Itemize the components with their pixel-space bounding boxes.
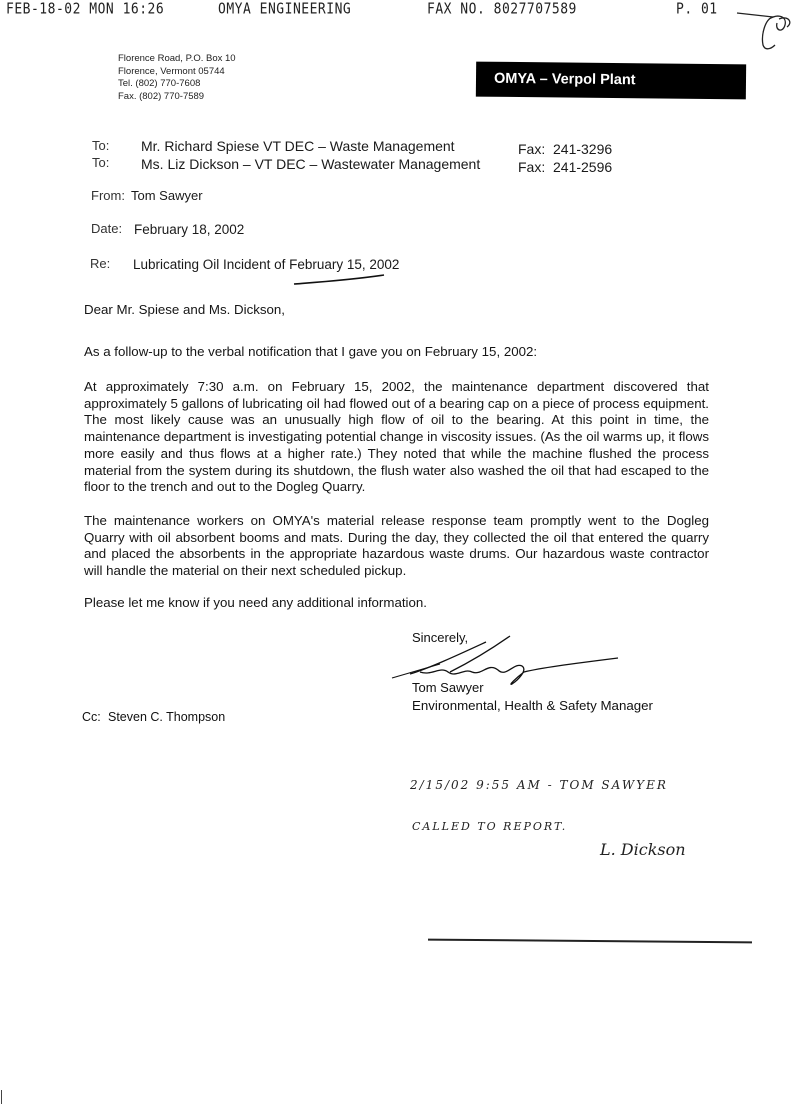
letterhead-address (118, 53, 236, 103)
handwritten-note-line: 2/15/02 9:55 AM - TOM SAWYER (410, 778, 668, 792)
intro-line: As a follow-up to the verbal notification that I gave you on February 15, 2002: (84, 344, 538, 359)
handwritten-underline-icon (290, 272, 390, 288)
paragraph-incident: At approximately 7:30 a.m. on February 15, 2002, the maintenance department discovered that approximately 5 gallons of lubricating oil had flowed out of a bearing cap on a piece of process equipment. The most likely cause was an unusually high flow of oil to the bearing. At this point in time, the maintenance department is investigating potential change in viscosity issues. (As the oil warms up, it flows more easily and thus flows at a higher rate.) They noted that while the machine flushed the process material from the system during its shutdown, the flush water also washed the oil that had escaped to the floor to the trench and out to the Dogleg Quarry. (84, 379, 709, 495)
divider-line (428, 939, 752, 944)
address-line: Florence, Vermont 05744 (118, 65, 225, 77)
closing-line: Please let me know if you need any additional information. (84, 595, 427, 610)
salutation: Dear Mr. Spiese and Ms. Dickson, (84, 302, 286, 317)
recipient-fax: 241-2596 (553, 159, 613, 175)
from-label: From: (91, 188, 125, 203)
plant-name: OMYA – Verpol Plant (493, 70, 636, 89)
to-label: To: (92, 155, 110, 170)
recipient-fax: 241-3296 (553, 141, 613, 157)
closing-salutation: Sincerely, (412, 630, 469, 645)
date-value: February 18, 2002 (134, 222, 245, 237)
recipient-name: Mr. Richard Spiese VT DEC – Waste Management (141, 138, 455, 154)
handwritten-initials: L. Dickson (600, 840, 686, 859)
signer-name: Tom Sawyer (412, 680, 484, 695)
plant-banner (476, 62, 746, 100)
recipient-fax-label: Fax: (518, 159, 546, 175)
cc-label: Cc: (82, 710, 101, 724)
fax-sender: OMYA ENGINEERING (218, 0, 352, 19)
fax-datetime: FEB-18-02 MON 16:26 (6, 0, 165, 19)
recipient-name: Ms. Liz Dickson – VT DEC – Wastewater Management (141, 156, 481, 172)
handwritten-mark-icon (735, 5, 797, 53)
date-label: Date: (91, 221, 123, 236)
scan-edge-mark (1, 1090, 2, 1104)
to-label: To: (92, 138, 110, 153)
fax-number: FAX NO. 8027707589 (427, 0, 577, 19)
address-line: Fax. (802) 770-7589 (118, 90, 205, 102)
fax-page-number: P. 01 (676, 0, 718, 19)
recipient-fax-label: Fax: (518, 141, 546, 157)
subject: Lubricating Oil Incident of February 15, 2002 (133, 257, 400, 272)
cc-name: Steven C. Thompson (108, 710, 226, 724)
re-label: Re: (90, 256, 111, 271)
handwritten-note-line: CALLED TO REPORT. (412, 820, 568, 833)
paragraph-response: The maintenance workers on OMYA's material release response team promptly went to the Dogleg Quarry with oil absorbent booms and mats. During the day, they collected the oil that entered the quarry and placed the absorbents in the appropriate hazardous waste drums. Our hazardous waste contractor will handle the material on their next scheduled pickup. (84, 513, 709, 579)
from-value: Tom Sawyer (131, 188, 203, 203)
address-line: Florence Road, P.O. Box 10 (118, 53, 236, 64)
address-line: Tel. (802) 770-7608 (118, 78, 201, 89)
signer-title: Environmental, Health & Safety Manager (412, 698, 653, 713)
